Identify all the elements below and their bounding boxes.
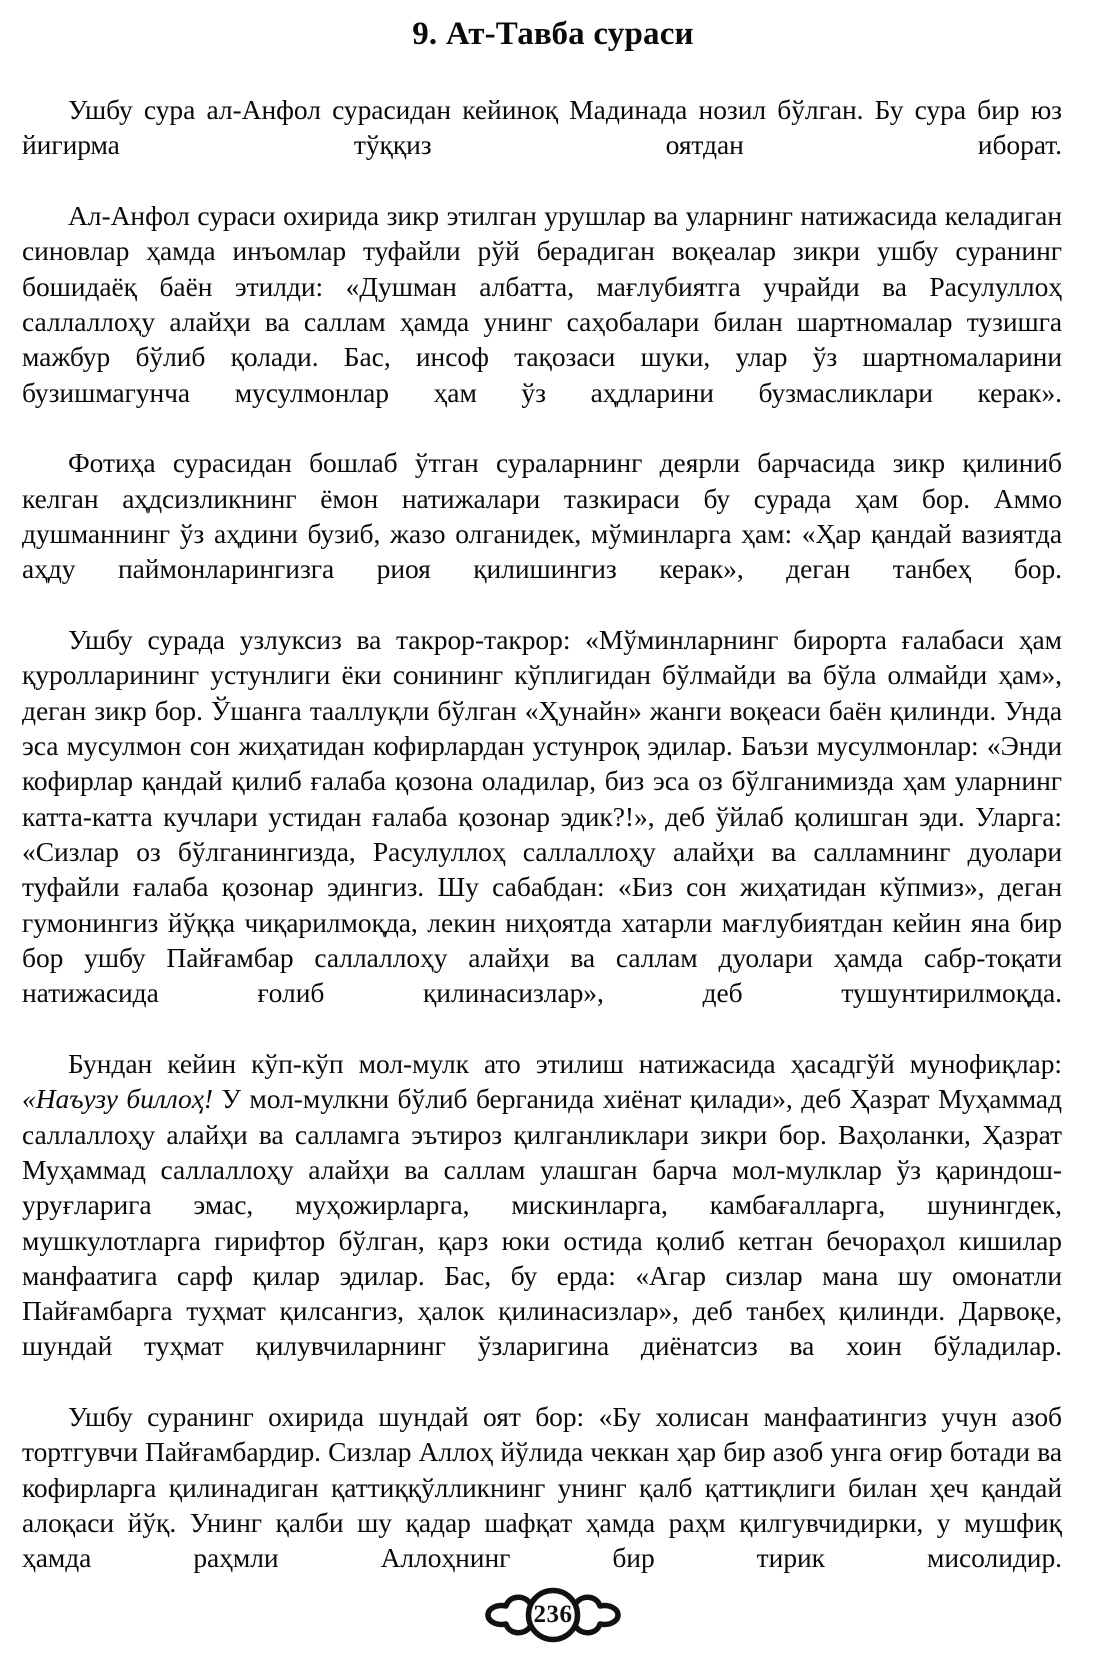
body-text-column <box>22 92 1084 1611</box>
paragraph-6: Ушбу суранинг охирида шундай оят бор: «Бу холисан манфаатингиз учун азоб тортгувчи Пайғамбардир. Сизлар Аллоҳ йўлида чеккан ҳар бир азоб унга оғир ботади ва кофирларга қилинадиган қаттиққўлликнинг унинг қалб қаттиқлиги билан ҳеч қандай алоқаси йўқ. Унинг қалби шу қадар шафқат ҳамда раҳм қилгувчидирки, у мушфиқ ҳамда раҳмли Аллоҳнинг бир тирик мисолидир. <box>22 1401 1062 1574</box>
page-number-ornament <box>468 1584 638 1646</box>
paragraph-4: Ушбу сурада узлуксиз ва такрор-такрор: «Мўминларнинг бирорта ғалабаси ҳам қуролларининг устунлиги ёки сонининг кўплигидан бўлмайди ва бўла олмайди ҳам», деган зикр бор. Ўшанга тааллуқли бўлган «Ҳунайн» жанги воқеаси баён қилинди. Унда эса мусулмон сон жиҳатидан кофирлардан устунроқ эдилар. Баъзи мусулмонлар: «Энди кофирлар қандай қилиб ғалаба қозона оладилар, биз эса оз бўлганимизда ҳам уларнинг катта-катта кучлари устидан ғалаба қозонар эдик?!», деб ўйлаб қолишган эди. Уларга: «Сизлар оз бўлганингизда, Расулуллоҳ саллаллоҳу алайҳи ва салламнинг дуолари туфайли ғалаба қозонар эдингиз. Шу сабабдан: «Биз сон жиҳатидан кўпмиз», деган гумонингиз йўққа чиқарилмоқда, лекин ниҳоятда хатарли мағлубиятдан кейин яна бир бор ушбу Пайғамбар саллаллоҳу алайҳи ва саллам дуолари ҳамда сабр-тоқати натижасида ғолиб қилинасизлар», деб тушунтирилмоқда. <box>22 623 1062 1009</box>
page-footer <box>0 1575 1106 1655</box>
paragraph-5 <box>22 1046 1062 1399</box>
page-number: 236 <box>533 1600 573 1628</box>
paragraph-5-segment-lead: Бундан кейин кўп-кўп мол-мулк ато этилиш натижасида ҳасадгўй мунофиқлар: <box>68 1047 1062 1079</box>
paragraph-1: Ушбу сура ал-Анфол сурасидан кейиноқ Мадинада нозил бўлган. Бу сура бир юз йигирма тўққиз оятдан иборат. <box>22 94 1062 161</box>
page-title: 9. Ат-Тавба сураси <box>412 16 694 52</box>
paragraph-5-segment-italic: «Наъузу биллоҳ! <box>22 1083 214 1115</box>
paragraph-3: Фотиҳа сурасидан бошлаб ўтган сураларнинг деярли барчасида зикр қилиниб келган аҳдсизликнинг ёмон натижалари тазкираси бу сурада ҳам бор. Аммо душманнинг ўз аҳдини бузиб, жазо олганидек, мўминларга ҳам: «Ҳар қандай вазиятда аҳду паймонларингизга риоя қилишингиз керак», деган танбеҳ бор. <box>22 447 1062 585</box>
paragraph-5-segment-rest: У мол-мулкни бўлиб берганида хиёнат қилади», деб Ҳазрат Муҳаммад саллаллоҳу алайҳи ва салламга эътироз қилганликлари зикри бор. Ваҳоланки, Ҳазрат Муҳаммад саллаллоҳу алайҳи ва саллам улашган барча мол-мулклар ўз қариндош-уруғларига эмас, муҳожирларга, мискинларга, камбағалларга, шунингдек, мушкулотларга гирифтор бўлган, қарз юки остида қолиб кетган бечораҳол кишилар манфаатига сарф қилар эдилар. Бас, бу ерда: «Агар сизлар мана шу омонатли Пайғамбарга туҳмат қилсангиз, ҳалок қилинасизлар», деб танбеҳ қилинди. Дарвоқе, шундай туҳмат қилувчиларнинг ўзларигина диёнатсиз ва хоин бўладилар. <box>22 1083 1063 1362</box>
paragraph-2: Ал-Анфол сураси охирида зикр этилган урушлар ва уларнинг натижасида келадиган синовлар ҳамда инъомлар туфайли рўй берадиган воқеалар зикри ушбу суранинг бошидаёқ баён этилди: «Душман албатта, мағлубиятга учрайди ва Расулуллоҳ саллаллоҳу алайҳи ва саллам ҳамда унинг саҳобалари билан шартномалар тузишга мажбур бўлиб қолади. Бас, инсоф тақозаси шуки, улар ўз шартномаларини бузишмагунча мусулмонлар ҳам ўз аҳдларини бузмасликлари керак». <box>22 199 1062 408</box>
